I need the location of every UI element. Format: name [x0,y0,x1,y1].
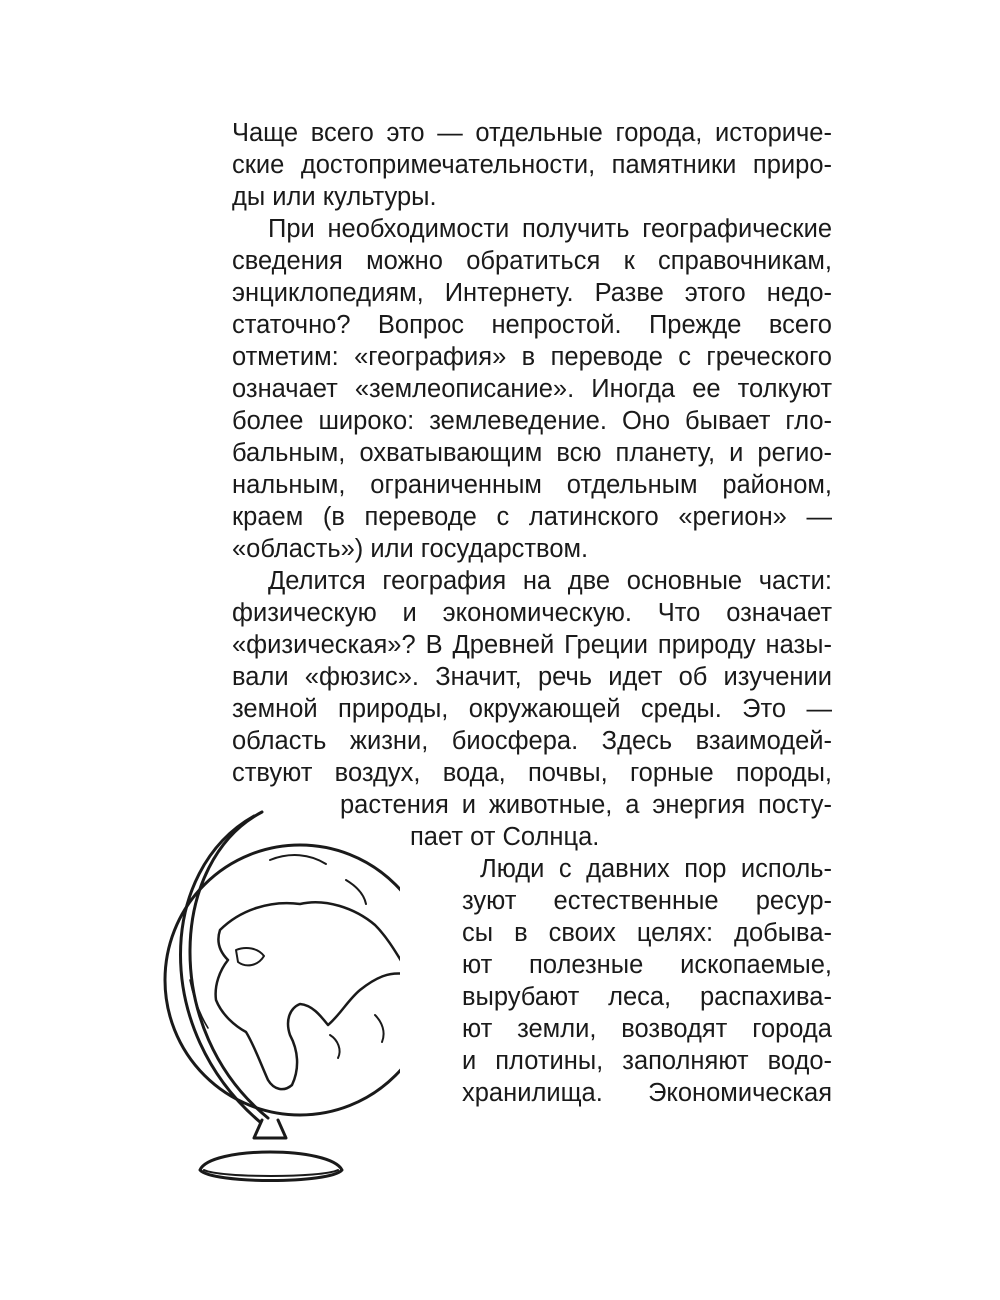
text-line: сведения можно обратиться к справочникам, [232,247,832,275]
paragraph-start-line: Делится география на две основные части: [268,567,832,595]
text-line: вали «фюзис». Значит, речь идет об изучении [232,663,832,691]
text-line: бальным, охватывающим всю планету, и регио- [232,439,832,467]
text-line: отметим: «география» в переводе с греческого [232,343,832,371]
text-line: ды или культуры. [232,183,437,211]
text-line: область жизни, биосфера. Здесь взаимодей- [232,727,832,755]
text-line: краем (в переводе с латинского «регион» — [232,503,832,531]
text-line: растения и животные, а энергия посту- [340,791,832,819]
text-line: ские достопримечательности, памятники приро- [232,151,832,179]
text-line: хранилища. Экономическая [462,1079,832,1107]
text-line: физическую и экономическую. Что означает [232,599,832,627]
text-line: статочно? Вопрос непростой. Прежде всего [232,311,832,339]
text-line: нальным, ограниченным отдельным районом, [232,471,832,499]
text-line: земной природы, окружающей среды. Это — [232,695,832,723]
paragraph-start-line: При необходимости получить географические [268,215,832,243]
globe-illustration [150,800,400,1190]
text-line: ствуют воздух, вода, почвы, горные породы, [232,759,832,787]
text-line: означает «землеописание». Иногда ее толкуют [232,375,832,403]
text-line: вырубают леса, распахива- [462,983,832,1011]
text-line: и плотины, заполняют водо- [462,1047,832,1075]
paragraph-start-line: Люди с давних пор исполь- [480,855,832,883]
text-line: ют земли, возводят города [462,1015,832,1043]
text-line: более широко: землеведение. Оно бывает гло- [232,407,832,435]
text-line: пает от Солнца. [410,823,600,851]
text-line: ют полезные ископаемые, [462,951,832,979]
text-line: «физическая»? В Древней Греции природу назы- [232,631,832,659]
text-line: энциклопедиям, Интернету. Разве этого недо- [232,279,832,307]
text-line: зуют естественные ресур- [462,887,832,915]
text-line: сы в своих целях: добыва- [462,919,832,947]
text-line: Чаще всего это — отдельные города, историче- [232,119,832,147]
text-line: «область») или государством. [232,535,589,563]
